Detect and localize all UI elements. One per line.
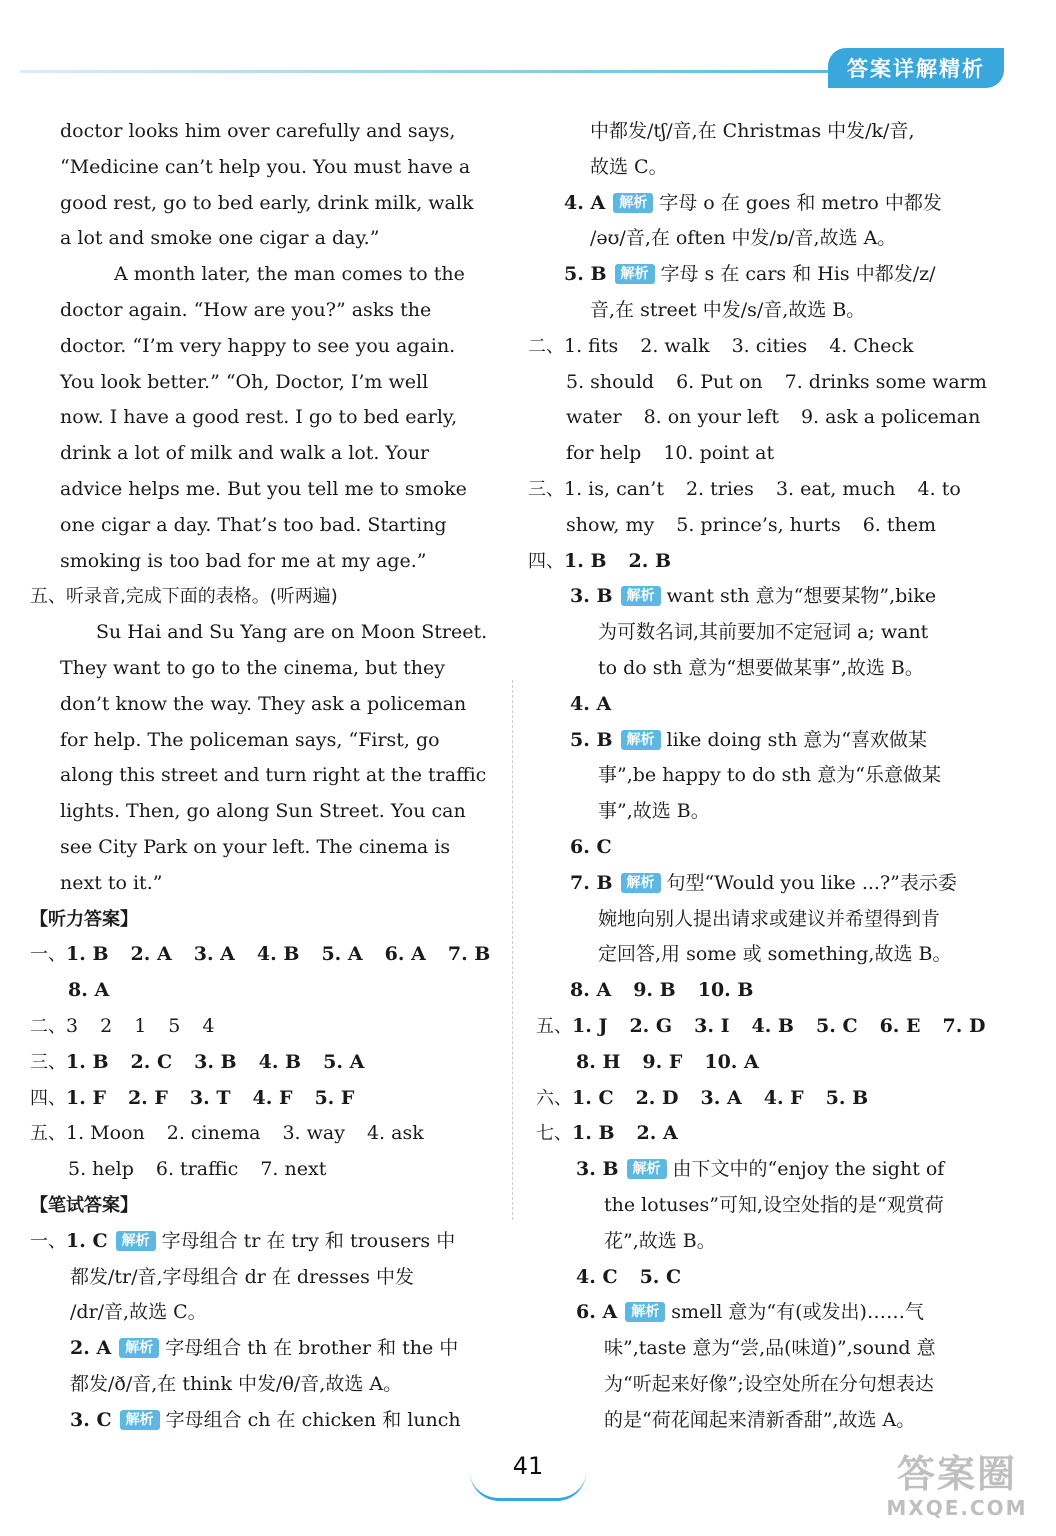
analysis-text: 由下文中的“enjoy the sight of [672, 1158, 945, 1181]
answer: 5. B [825, 1086, 869, 1109]
analysis-text: 字母组合 ch 在 chicken 和 lunch [165, 1408, 461, 1431]
text-line: advice helps me. But you tell me to smoke [60, 477, 467, 500]
answer: 9. B [633, 979, 676, 1002]
text-line: /əʊ/音,在 often 中发/ɒ/音,故选 A。 [590, 227, 897, 250]
text-line: 事”,be happy to do sth 意为“乐意做某 [598, 764, 941, 787]
text-line: 为可数名词,其前要加不定冠词 a; want [598, 621, 929, 644]
text-line: 味”,taste 意为“尝,品(味道)”,sound 意 [604, 1337, 936, 1360]
written-section-5 [528, 1009, 1010, 1045]
analysis-badge: 解析 [621, 586, 661, 606]
answer: 4. A [564, 191, 606, 214]
watermark-sub: MXQE.COM [886, 1496, 1028, 1520]
analysis-text: want sth 意为“想要某物”,bike [666, 585, 937, 608]
answer: 9. F [642, 1050, 683, 1073]
analysis-badge: 解析 [613, 193, 653, 213]
section-5-title: 五、听录音,完成下面的表格。(听两遍) [30, 586, 338, 608]
answer: 10. A [704, 1050, 759, 1073]
answer: 1. B [66, 943, 109, 966]
analysis-badge: 解析 [627, 1159, 667, 1179]
written-section-2-cont [528, 400, 1010, 436]
answer: 4. ask [366, 1122, 424, 1145]
written-section-2-cont [528, 436, 1010, 472]
text-line: see City Park on your left. The cinema is [60, 835, 451, 858]
story-paragraph-1 [30, 114, 500, 257]
answer: 8. A [570, 979, 612, 1002]
story-paragraph-3 [30, 615, 500, 901]
answer: 6. A [576, 1301, 618, 1324]
text-line: 花”,故选 B。 [604, 1229, 716, 1252]
site-watermark [872, 1452, 1042, 1528]
text-line: next to it.” [60, 871, 163, 894]
written-section-2-cont [528, 365, 1010, 401]
text-line: good rest, go to bed early, drink milk, walk [60, 191, 474, 214]
answer: 2. C [130, 1050, 173, 1073]
written-7-answer-4 [528, 1260, 1010, 1296]
text-line: along this street and turn right at the traffic [60, 764, 487, 787]
text-line: 都发/ð/音,在 think 中发/θ/音,故选 A。 [70, 1372, 403, 1395]
written-answers-heading: 【笔试答案】 [30, 1194, 138, 1216]
text-line: 音,在 street 中发/s/音,故选 B。 [590, 298, 866, 321]
listening-answers-heading: 【听力答案】 [30, 908, 138, 930]
text-line: doctor again. “How are you?” asks the [60, 298, 432, 321]
answer: 9. ask a policeman [800, 406, 981, 429]
written-4-answer-5 [528, 723, 1010, 759]
written-answer-3 [30, 1403, 500, 1439]
answer: 2. F [127, 1086, 168, 1109]
answer: 6. Put on [676, 370, 763, 393]
section-label: 四、 [528, 550, 564, 572]
text-line: drink a lot of milk and walk a lot. Your [60, 442, 430, 465]
listening-section-3 [30, 1045, 500, 1081]
section-label: 五、 [536, 1015, 572, 1037]
answer: 7. B [570, 871, 613, 894]
text-line: 为“听起来好像”;设空处所在分句想表达 [604, 1372, 934, 1395]
text-line: /dr/音,故选 C。 [70, 1301, 207, 1324]
answer: 3. T [189, 1086, 231, 1109]
page-number: 41 [512, 1452, 544, 1480]
answer: 4. Check [829, 334, 914, 357]
text-line: doctor looks him over carefully and says, [60, 120, 456, 142]
analysis-badge: 解析 [120, 1410, 160, 1430]
analysis-text: 字母 s 在 cars 和 His 中都发/z/ [660, 263, 936, 286]
answer: 2. tries [685, 477, 754, 500]
listening-section-2 [30, 1009, 500, 1045]
section-label: 六、 [536, 1087, 572, 1109]
answer: 1. is, can’t [564, 477, 664, 500]
answer: 2. A [70, 1337, 112, 1360]
answer: 5. C [816, 1014, 858, 1037]
answer: 4. C [576, 1265, 618, 1288]
answer: 5. F [314, 1086, 355, 1109]
answer: 4. A [570, 692, 612, 715]
text-line: don’t know the way. They ask a policeman [60, 692, 467, 715]
written-answer-4 [528, 186, 1010, 222]
story-paragraph-2 [30, 257, 500, 579]
text-line: for help. The policeman says, “First, go [60, 728, 440, 751]
text-line: Su Hai and Su Yang are on Moon Street. [96, 621, 488, 644]
text-line: smoking is too bad for me at my age.” [60, 549, 427, 572]
text-line: A month later, the man comes to the [114, 263, 465, 286]
written-4-answer-6 [528, 830, 1010, 866]
analysis-badge: 解析 [621, 873, 661, 893]
answer: 5. prince’s, hurts [676, 513, 841, 536]
answer: 3. C [70, 1408, 112, 1431]
answer: 5 [168, 1014, 181, 1037]
answer: 1 [134, 1014, 147, 1037]
answer: 3. A [193, 943, 235, 966]
analysis-text: 字母组合 th 在 brother 和 the 中 [165, 1337, 459, 1360]
section-label: 三、 [30, 1051, 66, 1073]
column-divider [512, 680, 513, 1220]
answer: for help [566, 442, 642, 465]
answer: 2 [100, 1014, 113, 1037]
written-section-7 [528, 1116, 1010, 1152]
text-line: 的是“荷花闻起来清新香甜”,故选 A。 [604, 1408, 916, 1431]
answer: 10. point at [663, 442, 775, 465]
right-column [528, 114, 1010, 1438]
text-line: lights. Then, go along Sun Street. You can [60, 800, 466, 823]
text-line: “Medicine can’t help you. You must have a [60, 155, 471, 178]
section-label: 一、 [30, 944, 66, 966]
written-7-answer-6 [528, 1295, 1010, 1331]
answer: 4. B [256, 943, 300, 966]
answer: 8. on your left [643, 406, 779, 429]
answer: show, my [566, 513, 655, 536]
header-rule [20, 70, 832, 73]
answer: 6. traffic [155, 1158, 239, 1181]
written-section-2 [528, 329, 1010, 365]
listening-section-1 [30, 937, 500, 973]
written-answer-5 [528, 257, 1010, 293]
section-label: 三、 [528, 478, 564, 500]
written-section-3 [528, 472, 1010, 508]
answer: 4. F [252, 1086, 293, 1109]
written-4-answer-7 [528, 866, 1010, 902]
written-4-answer-4 [528, 687, 1010, 723]
written-section-3-cont [528, 508, 1010, 544]
answer: 5. should [566, 370, 655, 393]
section-label: 二、 [528, 335, 564, 357]
written-section-5-cont [528, 1045, 1010, 1081]
text-line: 事”,故选 B。 [598, 800, 710, 823]
answer: 1. Moon [66, 1122, 145, 1145]
written-answer-2 [30, 1331, 500, 1367]
page-number-arc [470, 1472, 586, 1501]
answer: 4. B [258, 1050, 302, 1073]
answer: 7. B [447, 943, 491, 966]
written-4-answer-3 [528, 579, 1010, 615]
answer: 1. B [66, 1050, 109, 1073]
section-label: 一、 [30, 1230, 66, 1252]
answer: 5. C [639, 1265, 682, 1288]
answer: 3. B [576, 1158, 619, 1181]
watermark-main: 答案圈 [896, 1452, 1017, 1496]
section-label: 四、 [30, 1087, 66, 1109]
analysis-badge: 解析 [615, 264, 655, 284]
answer: 3. B [194, 1050, 237, 1073]
analysis-badge: 解析 [621, 730, 661, 750]
written-answer-1 [30, 1224, 500, 1260]
text-line: doctor. “I’m very happy to see you again. [60, 334, 456, 357]
answer: 3 [66, 1014, 79, 1037]
answer: 5. A [321, 943, 363, 966]
answer: 1. C [66, 1229, 108, 1252]
answer: 3. cities [731, 334, 808, 357]
answer: 2. cinema [166, 1122, 261, 1145]
text-line: to do sth 意为“想要做某事”,故选 B。 [598, 656, 924, 679]
answer: 10. B [697, 979, 754, 1002]
answer: 6. A [384, 943, 426, 966]
answer: 3. B [570, 585, 613, 608]
text-line: the lotuses”可知,设空处指的是“观赏荷 [604, 1193, 944, 1216]
written-section-4 [528, 544, 1010, 580]
answer: 2. B [628, 549, 672, 572]
answer: 1. C [572, 1086, 614, 1109]
answer: 5. B [564, 263, 607, 286]
text-line: 定回答,用 some 或 something,故选 B。 [598, 943, 952, 966]
answer: 1. B [564, 549, 607, 572]
listening-section-5-cont [30, 1152, 500, 1188]
answer: 8. A [68, 979, 110, 1002]
text-line: now. I have a good rest. I go to bed early, [60, 406, 458, 429]
text-line: 都发/tr/音,字母组合 dr 在 dresses 中发 [70, 1265, 414, 1288]
answer: 1. F [66, 1086, 106, 1109]
answer: 7. drinks some warm [784, 370, 987, 393]
written-section-6 [528, 1081, 1010, 1117]
answer: 7. next [260, 1158, 327, 1181]
answer: 3. way [282, 1122, 345, 1145]
answer: 8. H [576, 1050, 621, 1073]
written-7-answer-3 [528, 1152, 1010, 1188]
answer: 4. to [917, 477, 961, 500]
answer: 2. walk [640, 334, 710, 357]
answer: 5. help [68, 1158, 134, 1181]
listening-section-5 [30, 1116, 500, 1152]
analysis-text: 句型“Would you like ...?”表示委 [666, 871, 957, 894]
answer: 3. eat, much [775, 477, 896, 500]
text-line: They want to go to the cinema, but they [60, 656, 446, 679]
answer: water [566, 406, 622, 429]
section-label: 二、 [30, 1015, 66, 1037]
analysis-text: 字母 o 在 goes 和 metro 中都发 [659, 191, 942, 214]
answer: 3. I [694, 1014, 730, 1037]
listening-section-4 [30, 1081, 500, 1117]
answer: 4 [202, 1014, 215, 1037]
answer: 4. F [763, 1086, 804, 1109]
text-line: 中都发/tʃ/音,在 Christmas 中发/k/音, [590, 120, 915, 142]
analysis-text: 字母组合 tr 在 try 和 trousers 中 [161, 1229, 456, 1252]
section-label: 七、 [536, 1123, 572, 1145]
answer: 1. J [572, 1014, 608, 1037]
text-line: You look better.” “Oh, Doctor, I’m well [60, 370, 429, 393]
answer: 2. G [629, 1014, 673, 1037]
text-line: 故选 C。 [590, 155, 668, 178]
listening-section-1-cont [30, 973, 500, 1009]
analysis-text: smell 意为“有(或发出)……气 [671, 1301, 924, 1324]
answer: 2. A [636, 1122, 678, 1145]
left-column [30, 114, 500, 1438]
answer: 2. D [635, 1086, 679, 1109]
answer: 4. B [751, 1014, 794, 1037]
answer: 3. A [700, 1086, 742, 1109]
answer: 5. B [570, 728, 613, 751]
answer: 1. fits [564, 334, 619, 357]
answer: 5. A [323, 1050, 365, 1073]
text-line: a lot and smoke one cigar a day.” [60, 227, 380, 250]
answer: 6. C [570, 835, 612, 858]
analysis-badge: 解析 [625, 1302, 665, 1322]
answer: 7. D [942, 1014, 986, 1037]
text-line: one cigar a day. That’s too bad. Starting [60, 513, 447, 536]
analysis-badge: 解析 [116, 1231, 156, 1251]
header-badge: 答案详解精析 [828, 48, 1004, 88]
section-label: 五、 [30, 1123, 66, 1145]
analysis-badge: 解析 [119, 1338, 159, 1358]
answer: 1. B [572, 1122, 615, 1145]
answer: 6. them [862, 513, 937, 536]
answer: 2. A [130, 943, 172, 966]
answer: 6. E [879, 1014, 921, 1037]
analysis-text: like doing sth 意为“喜欢做某 [666, 728, 927, 751]
written-4-answer-8 [528, 973, 1010, 1009]
text-line: 婉地向别人提出请求或建议并希望得到肯 [598, 907, 941, 930]
